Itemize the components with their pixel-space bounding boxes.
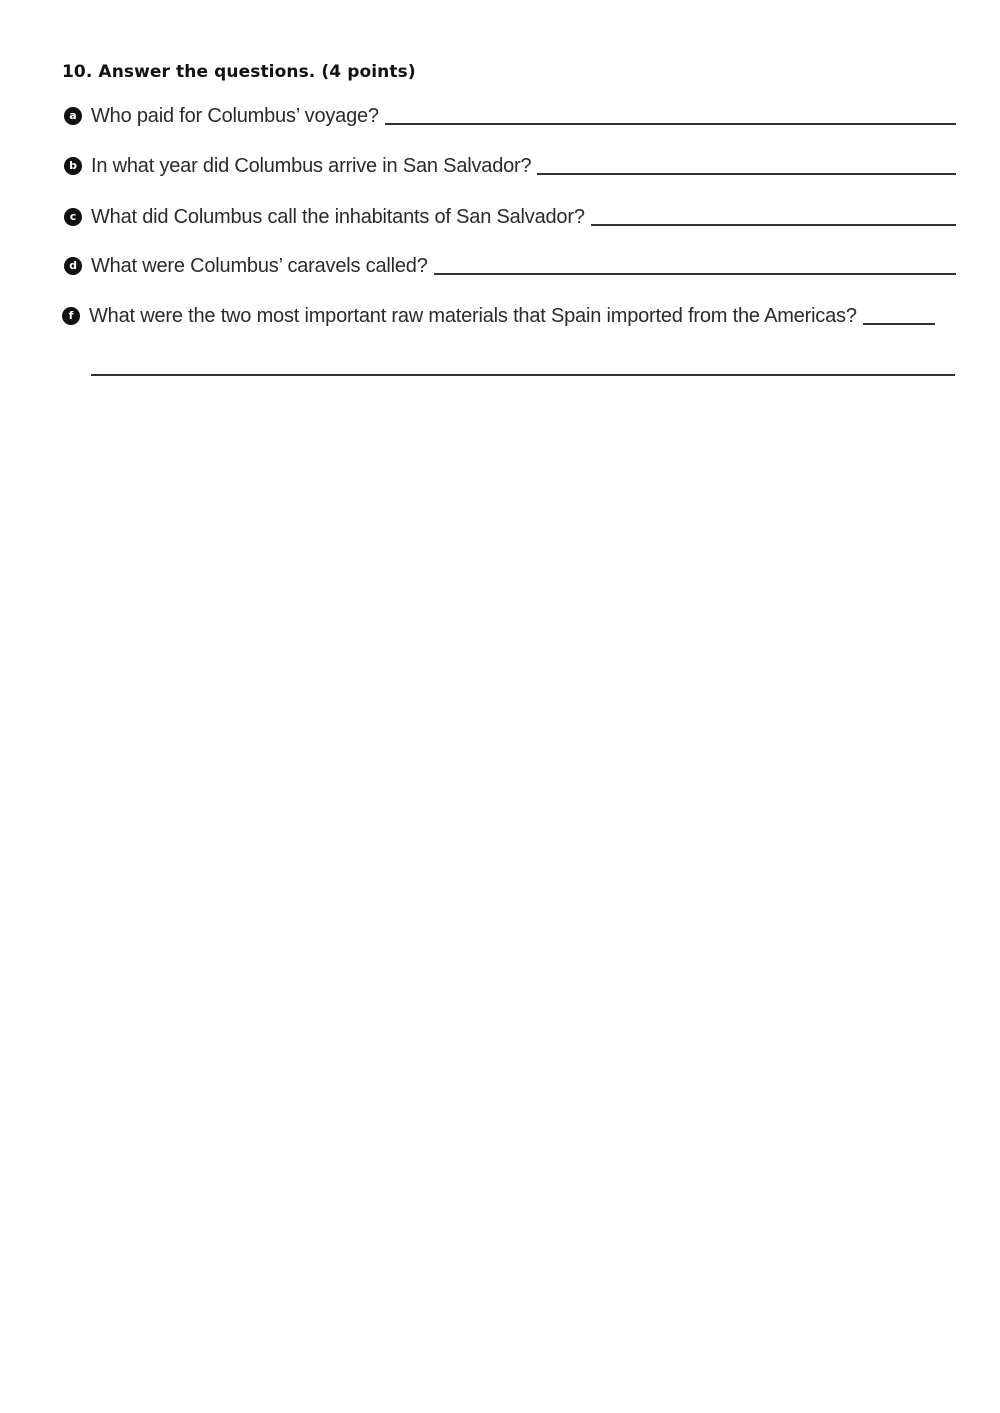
- bullet-marker-a: a: [64, 107, 82, 125]
- question-d-text: What were Columbus’ caravels called?: [91, 255, 428, 277]
- answer-line-c[interactable]: [591, 224, 956, 226]
- question-f: [62, 298, 956, 328]
- answer-line-f-continued[interactable]: [91, 374, 955, 376]
- bullet-marker-d: d: [64, 257, 82, 275]
- bullet-marker-f: f: [62, 307, 80, 325]
- answer-line-d[interactable]: [434, 273, 956, 275]
- bullet-marker-b: b: [64, 157, 82, 175]
- answer-line-a[interactable]: [385, 123, 956, 125]
- answer-line-f[interactable]: [863, 323, 935, 325]
- question-c: [64, 199, 956, 229]
- question-c-text: What did Columbus call the inhabitants of San Salvador?: [91, 206, 585, 228]
- bullet-marker-c: c: [64, 208, 82, 226]
- question-b: [64, 148, 956, 178]
- question-d: [64, 248, 956, 278]
- question-f-text: What were the two most important raw materials that Spain imported from the Americas?: [89, 305, 857, 327]
- question-a: [64, 98, 956, 128]
- exercise-heading: 10. Answer the questions. (4 points): [62, 62, 416, 82]
- question-a-text: Who paid for Columbus’ voyage?: [91, 105, 379, 127]
- answer-line-b[interactable]: [537, 173, 956, 175]
- question-b-text: In what year did Columbus arrive in San Salvador?: [91, 155, 532, 177]
